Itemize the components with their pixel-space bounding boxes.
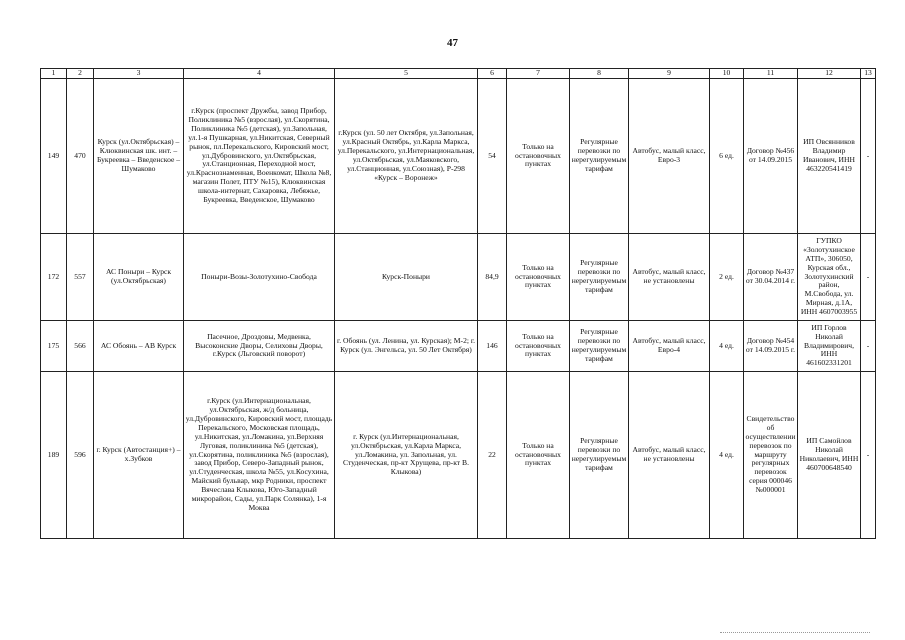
- carrier-cell: ИП Горлов Николай Владимирович, ИНН 461602331201: [798, 321, 861, 372]
- table-row: [41, 234, 876, 321]
- column-header: 10: [710, 69, 744, 79]
- vehicle-class-cell: Автобус, малый класс, Евро-3: [629, 79, 710, 234]
- note-cell: -: [861, 234, 876, 321]
- contract-cell: Договор №437 от 30.04.2014 г.: [744, 234, 798, 321]
- vehicle-class-cell: Автобус, малый класс, не установлены: [629, 372, 710, 539]
- stops-cell: Пасечное, Дроздовы, Медвенка, Высоконские Дворы, Селиховы Дворы, г.Курск (Льговский поворот): [184, 321, 335, 372]
- column-header: 4: [184, 69, 335, 79]
- stops-cell: Поныри-Возы-Золотухино-Свобода: [184, 234, 335, 321]
- column-header: 6: [478, 69, 507, 79]
- column-header: 11: [744, 69, 798, 79]
- note-cell: -: [861, 79, 876, 234]
- vehicle-count-cell: 4 ед.: [710, 372, 744, 539]
- boarding-cell: Только на остановочных пунктах: [507, 321, 570, 372]
- note-cell: -: [861, 372, 876, 539]
- route-number-cell: 189: [41, 372, 67, 539]
- transport-type-cell: Регулярные перевозки по нерегулируемым тарифам: [570, 372, 629, 539]
- registry-number-cell: 557: [67, 234, 94, 321]
- contract-cell: Договор №456 от 14.09.2015: [744, 79, 798, 234]
- column-header: 7: [507, 69, 570, 79]
- carrier-cell: ИП Самойлов Николай Николаевич, ИНН 460700648540: [798, 372, 861, 539]
- streets-cell: г. Курск (ул.Интернациональная, ул.Октябрьская, ул.Карла Маркса, ул.Ломакина, ул. Запольная, ул. Студенческая, пр-кт Хрущева, пр-кт В. Клыкова): [335, 372, 478, 539]
- length-cell: 146: [478, 321, 507, 372]
- registry-number-cell: 596: [67, 372, 94, 539]
- registry-number-cell: 470: [67, 79, 94, 234]
- transport-type-cell: Регулярные перевозки по нерегулируемым тарифам: [570, 79, 629, 234]
- route-name-cell: г. Курск (Автостанция+) – х.Зубков: [94, 372, 184, 539]
- contract-cell: Договор №454 от 14.09.2015 г.: [744, 321, 798, 372]
- column-number-row: [41, 69, 876, 79]
- page-number: 47: [447, 37, 458, 49]
- length-cell: 84,9: [478, 234, 507, 321]
- table-row: [41, 372, 876, 539]
- route-name-cell: Курск (ул.Октябрьская) – Клюквинская шк. инт. – Букреевка – Введенское – Шумаково: [94, 79, 184, 234]
- vehicle-count-cell: 4 ед.: [710, 321, 744, 372]
- scan-artifact-line: [720, 632, 870, 634]
- boarding-cell: Только на остановочных пунктах: [507, 79, 570, 234]
- vehicle-count-cell: 2 ед.: [710, 234, 744, 321]
- column-header: 5: [335, 69, 478, 79]
- column-header: 3: [94, 69, 184, 79]
- vehicle-class-cell: Автобус, малый класс, не установлены: [629, 234, 710, 321]
- route-name-cell: АС Поныри – Курск (ул.Октябрьская): [94, 234, 184, 321]
- boarding-cell: Только на остановочных пунктах: [507, 372, 570, 539]
- stops-cell: г.Курск (проспект Дружбы, завод Прибор, Поликлиника №5 (взрослая), ул.Скорятина, Поликлиника №5 (детская), ул.Запольная, ул.1-я Пушкарная, ул.Никитская, Северный рынок, пл.Перекальского, Кировский мост, ул.Дубровинского, ул.Октябрьская, ул.Станционная, Переходной мост, ул.Краснознаменная, Военкомат, Школа №8, магазин Полет, ПТУ №15), Клюквинская школа-интернат, Сахаровка, Лебяжье, Букреевка, Введенское, Шумаково: [184, 79, 335, 234]
- carrier-cell: ГУПКО «Золотухинское АТП», 306050, Курская обл., Золотухинский район, М.Свобода, ул. Мирная, д.1А, ИНН 4607003955: [798, 234, 861, 321]
- route-number-cell: 172: [41, 234, 67, 321]
- column-header: 9: [629, 69, 710, 79]
- carrier-cell: ИП Овсянников Владимир Иванович, ИНН 463220541419: [798, 79, 861, 234]
- table-row: [41, 321, 876, 372]
- column-header: 8: [570, 69, 629, 79]
- note-cell: -: [861, 321, 876, 372]
- streets-cell: г.Курск (ул. 50 лет Октября, ул.Запольная, ул.Красный Октябрь, ул.Карла Маркса, ул.Перекальского, ул.Интернациональная, ул.Октябрьская, ул.Маяковского, ул.Станционная, ул.Союзная), Р-298 «Курск – Воронеж»: [335, 79, 478, 234]
- streets-cell: г. Обоянь (ул. Ленина, ул. Курская); М-2; г. Курск (ул. Энгельса, ул. 50 Лет Октября): [335, 321, 478, 372]
- registry-number-cell: 566: [67, 321, 94, 372]
- length-cell: 22: [478, 372, 507, 539]
- contract-cell: Свидетельство об осуществлении перевозок по маршруту регулярных перевозок серия 000046 №000001: [744, 372, 798, 539]
- column-header: 13: [861, 69, 876, 79]
- route-number-cell: 175: [41, 321, 67, 372]
- column-header: 12: [798, 69, 861, 79]
- streets-cell: Курск-Поныри: [335, 234, 478, 321]
- table-row: [41, 79, 876, 234]
- stops-cell: г.Курск (ул.Интернациональная, ул.Октябрьская, ж/д больница, ул.Дубровинского, Кировский мост, площадь Перекальского, Московская площадь, ул.Никитская, ул.Ломакина, ул.Верхняя Луговая, поликлиника №5 (детская), ул.Скорятина, поликлиника №5 (взрослая), завод Прибор, Северо-Западный рынок, ул.Студенческая, школа №55, ул.Косухина, Майский бульвар, мкр Родники, проспект Вячеслава Клыкова, Юго-Западный микрорайон, Сады, ул.Парк Солянка), 1-я Моква: [184, 372, 335, 539]
- route-name-cell: АС Обоянь – АВ Курск: [94, 321, 184, 372]
- length-cell: 54: [478, 79, 507, 234]
- routes-table: [40, 68, 876, 539]
- column-header: 1: [41, 69, 67, 79]
- vehicle-count-cell: 6 ед.: [710, 79, 744, 234]
- column-header: 2: [67, 69, 94, 79]
- transport-type-cell: Регулярные перевозки по нерегулируемым тарифам: [570, 321, 629, 372]
- transport-type-cell: Регулярные перевозки по нерегулируемым тарифам: [570, 234, 629, 321]
- route-number-cell: 149: [41, 79, 67, 234]
- vehicle-class-cell: Автобус, малый класс, Евро-4: [629, 321, 710, 372]
- boarding-cell: Только на остановочных пунктах: [507, 234, 570, 321]
